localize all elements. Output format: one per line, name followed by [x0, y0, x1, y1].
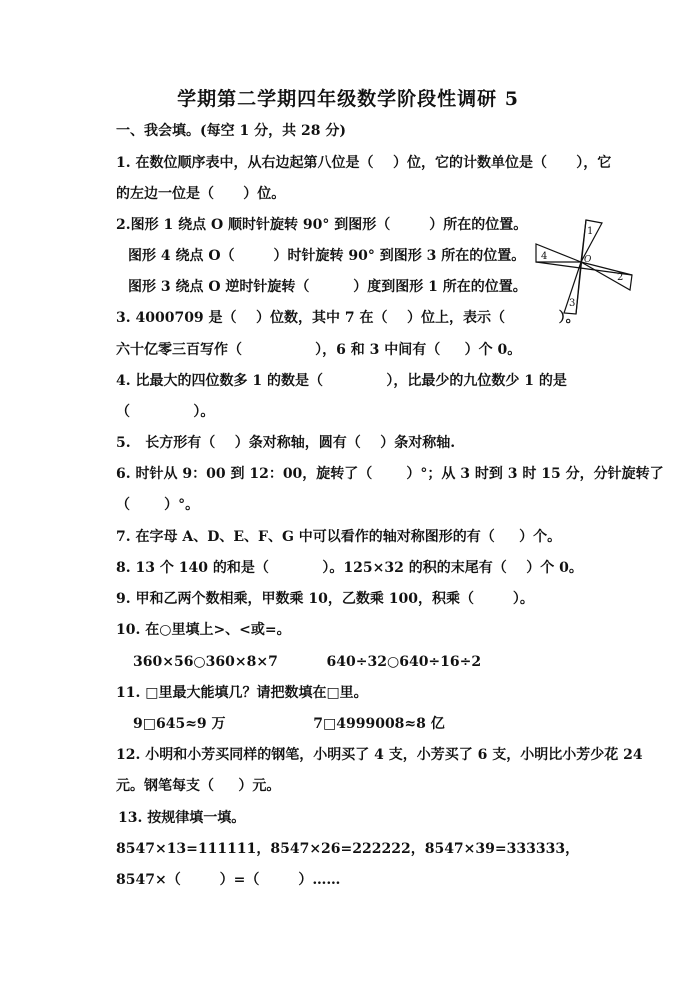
- question-12-line-2: 元。钢笔每支（ ）元。: [116, 778, 281, 794]
- figure-label-1: 1: [587, 226, 594, 237]
- question-11: 11. □里最大能填几？请把数填在□里。: [116, 685, 368, 701]
- question-7: 7. 在字母 A、D、E、F、G 中可以看作的轴对称图形的有（ ）个。: [116, 529, 562, 545]
- question-2-line-3: 图形 3 绕点 O 逆时针旋转（ ）度到图形 1 所在的位置。: [128, 279, 527, 295]
- question-2-line-1: 2.图形 1 绕点 O 顺时针旋转 90° 到图形（ ）所在的位置。: [116, 217, 528, 233]
- question-1-line-2: 的左边一位是（ ）位。: [116, 186, 286, 202]
- question-8: 8. 13 个 140 的和是（ ）。125×32 的积的末尾有（ ）个 0。: [116, 560, 583, 576]
- question-3-line-1: 3. 4000709 是（ ）位数，其中 7 在（ ）位上，表示（ ）。: [116, 310, 580, 326]
- question-3-line-2: 六十亿零三百写作（ ），6 和 3 中间有（ ）个 0。: [116, 342, 522, 358]
- question-4-line-2: （ ）。: [116, 404, 215, 420]
- question-13-answer: 8547×（ ）=（ ）……: [116, 872, 341, 888]
- page-title: 学期第二学期四年级数学阶段性调研 5: [177, 88, 519, 110]
- question-9: 9. 甲和乙两个数相乘，甲数乘 10，乙数乘 100，积乘（ ）。: [116, 591, 534, 607]
- section-heading: 一、我会填。(每空 1 分，共 28 分): [116, 123, 346, 139]
- question-6-line-1: 6. 时针从 9：00 到 12：00，旋转了（ ）°；从 3 时到 3 时 15 分，分针旋转了: [116, 466, 664, 482]
- question-10: 10. 在○里填上>、<或=。: [116, 622, 291, 638]
- question-10-expressions: 360×56○360×8×7 640÷32○640÷16÷2: [133, 654, 482, 670]
- figure-label-4: 4: [541, 251, 548, 262]
- question-5: 5. 长方形有（ ）条对称轴，圆有（ ）条对称轴.: [116, 435, 456, 451]
- figure-label-2: 2: [617, 272, 624, 283]
- question-13-pattern: 8547×13=111111，8547×26=222222，8547×39=333333，: [116, 841, 580, 857]
- rotation-figure: [533, 218, 637, 316]
- question-1-line-1: 1. 在数位顺序表中，从右边起第八位是（ ）位，它的计数单位是（ ），它: [116, 155, 612, 171]
- question-2-line-2: 图形 4 绕点 O（ ）时针旋转 90° 到图形 3 所在的位置。: [128, 248, 526, 264]
- figure-label-3: 3: [569, 298, 576, 309]
- question-12-line-1: 12. 小明和小芳买同样的钢笔，小明买了 4 支，小芳买了 6 支，小明比小芳少花 24: [116, 747, 643, 763]
- question-4-line-1: 4. 比最大的四位数多 1 的数是（ ），比最少的九位数少 1 的是: [116, 373, 567, 389]
- question-6-line-2: （ ）°。: [116, 497, 200, 513]
- question-11-items: 9□645≈9 万 7□4999008≈8 亿: [133, 716, 445, 732]
- question-13: 13. 按规律填一填。: [118, 810, 246, 826]
- figure-center-label: O: [584, 255, 592, 265]
